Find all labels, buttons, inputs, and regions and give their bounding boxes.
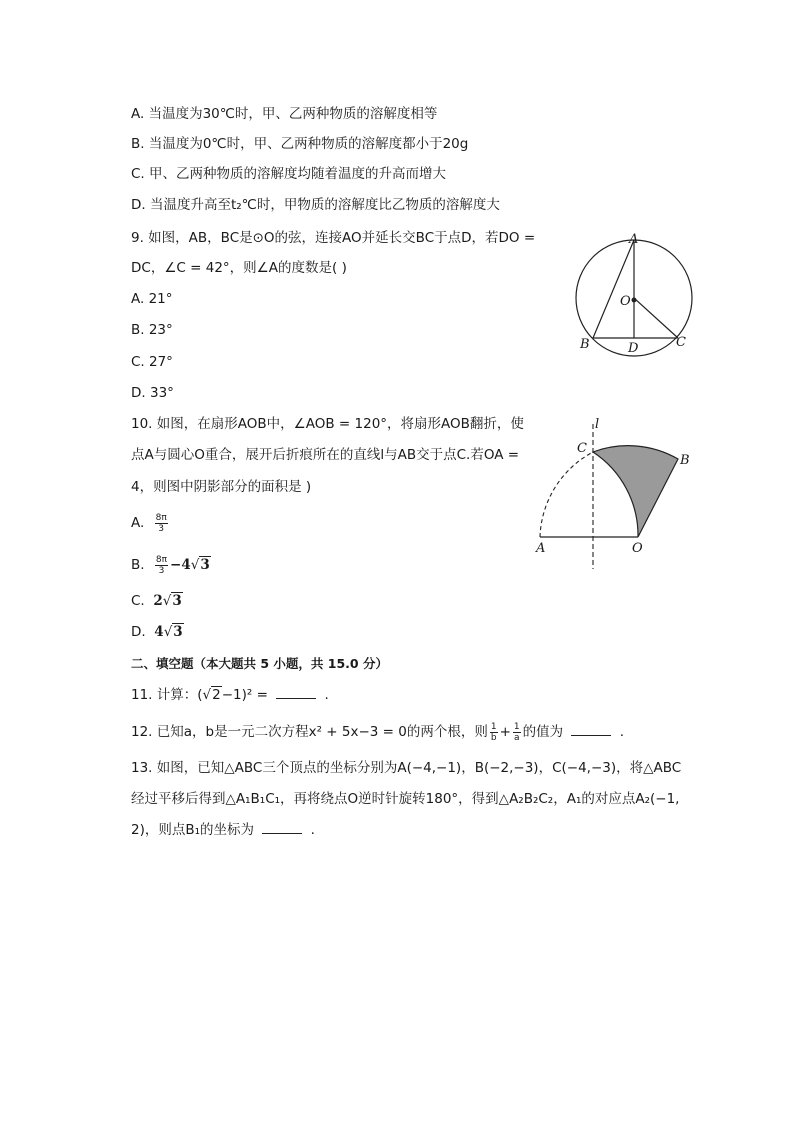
q10-option-a-numerator: 8π [155,512,167,523]
q9-circle-figure [570,228,700,358]
q13-stem-line3 [131,820,315,840]
q10-option-b-numerator: 8π [155,554,168,565]
q13-line3-prefix: 2)，则点B₁的坐标为 [131,822,255,838]
shaded-region [593,446,678,537]
label-b: B [580,337,590,352]
q10-option-a-fraction [155,513,168,534]
label-a: A [536,541,546,556]
q11: 11. 计算：(√2−1)² = . [131,687,329,703]
q11-answer-blank[interactable] [276,686,316,699]
q11-prefix: 11. 计算：( [131,687,203,703]
q10-stem-line3: 4，则图中阴影部分的面积是 ) [131,479,312,495]
q10-option-c-coef: 2 [153,593,163,609]
q9-stem-line1: 9. 如图，AB，BC是⊙O的弦，连接AO并延长交BC于点D，若DO = [131,230,536,246]
label-o: O [620,294,631,309]
q10-option-a [131,510,170,536]
q12-fraction-2 [513,722,521,743]
q8-option-a: A. 当温度为30℃时，甲、乙两种物质的溶解度相等 [131,106,438,122]
q12-f1-den: b [490,732,497,743]
q13-stem-line2: 经过平移后得到△A₁B₁C₁，再将绕点O逆时针旋转180°，得到△A₂B₂C₂，A₁的对应点A₂(−1, [131,791,680,807]
label-o: O [632,541,643,556]
q12-f2-num: 1 [513,721,520,732]
segment-oc [634,298,678,338]
q9-option-d: D. 33° [131,385,174,401]
label-d: D [628,341,639,356]
q10-option-b-fraction [155,555,168,576]
q12 [131,719,624,745]
q10-option-d-label: D. [131,624,146,640]
q12-suffix: 的值为 [522,724,564,740]
q11-end: . [324,687,329,703]
q13-answer-blank[interactable] [262,821,302,834]
q12-f1-num: 1 [490,721,497,732]
q10-option-d: D. 4√3 [131,624,183,640]
q10-option-b: B. $\frac{8\pi}{3}$ −4√3 [131,554,210,576]
q9-stem-line2: DC，∠C = 42°，则∠A的度数是( ) [131,260,347,276]
q10-option-b-tail: −4 [170,557,191,573]
q8-option-b: B. 当温度为0℃时，甲、乙两种物质的溶解度都小于20g [131,136,469,152]
q12-f2-den: a [514,732,520,743]
chord-ab [593,240,634,338]
q8-option-d: D. 当温度升高至t₂℃时，甲物质的溶解度比乙物质的溶解度大 [131,197,500,213]
q13-line3-end: . [310,822,315,838]
q11-suffix: −1)² = [221,687,268,703]
q10-option-c: C. 2√3 [131,593,182,609]
q8-option-c: C. 甲、乙两种物质的溶解度均随着温度的升高而增大 [131,166,447,182]
label-c: C [676,335,686,350]
label-a: A [629,232,639,247]
q10-stem-line2: 点A与圆心O重合，展开后折痕所在的直线l与AB交于点C.若OA = [131,447,520,463]
q11-root: 2 [212,687,221,703]
q12-answer-blank[interactable] [571,723,611,736]
q13-stem-line1: 13. 如图，已知△ABC三个顶点的坐标分别为A(−4,−1)，B(−2,−3)，C(−4,−3)，将△ABC [131,760,682,776]
q9-option-c: C. 27° [131,354,173,370]
q12-prefix: 12. 已知a，b是一元二次方程x² + 5x−3 = 0的两个根，则 [131,724,488,740]
q12-fraction-1 [490,722,498,743]
q10-option-b-denominator: 3 [158,565,165,576]
q10-option-a-denominator: 3 [158,523,165,534]
q10-option-c-label: C. [131,593,145,609]
label-l: l [595,417,600,432]
q10-option-b-label: B. [131,557,145,573]
q10-option-b-root: 3 [200,557,210,573]
q12-plus: + [499,724,511,740]
q9-option-b: B. 23° [131,322,173,338]
label-b: B [680,453,690,468]
q10-sector-figure [528,414,708,574]
q10-option-a-label: A. [131,515,145,531]
q12-end: . [619,724,625,740]
q9-option-a: A. 21° [131,291,173,307]
center-dot [632,298,637,303]
label-c: C [577,441,587,456]
q10-option-d-coef: 4 [154,624,164,640]
q10-option-d-root: 3 [173,624,183,640]
section2-header: 二、填空题（本大题共 5 小题，共 15.0 分） [131,656,388,671]
q10-stem-line1: 10. 如图，在扇形AOB中，∠AOB = 120°，将扇形AOB翻折，使 [131,416,524,432]
dashed-arc [540,452,593,537]
q10-option-c-root: 3 [172,593,182,609]
